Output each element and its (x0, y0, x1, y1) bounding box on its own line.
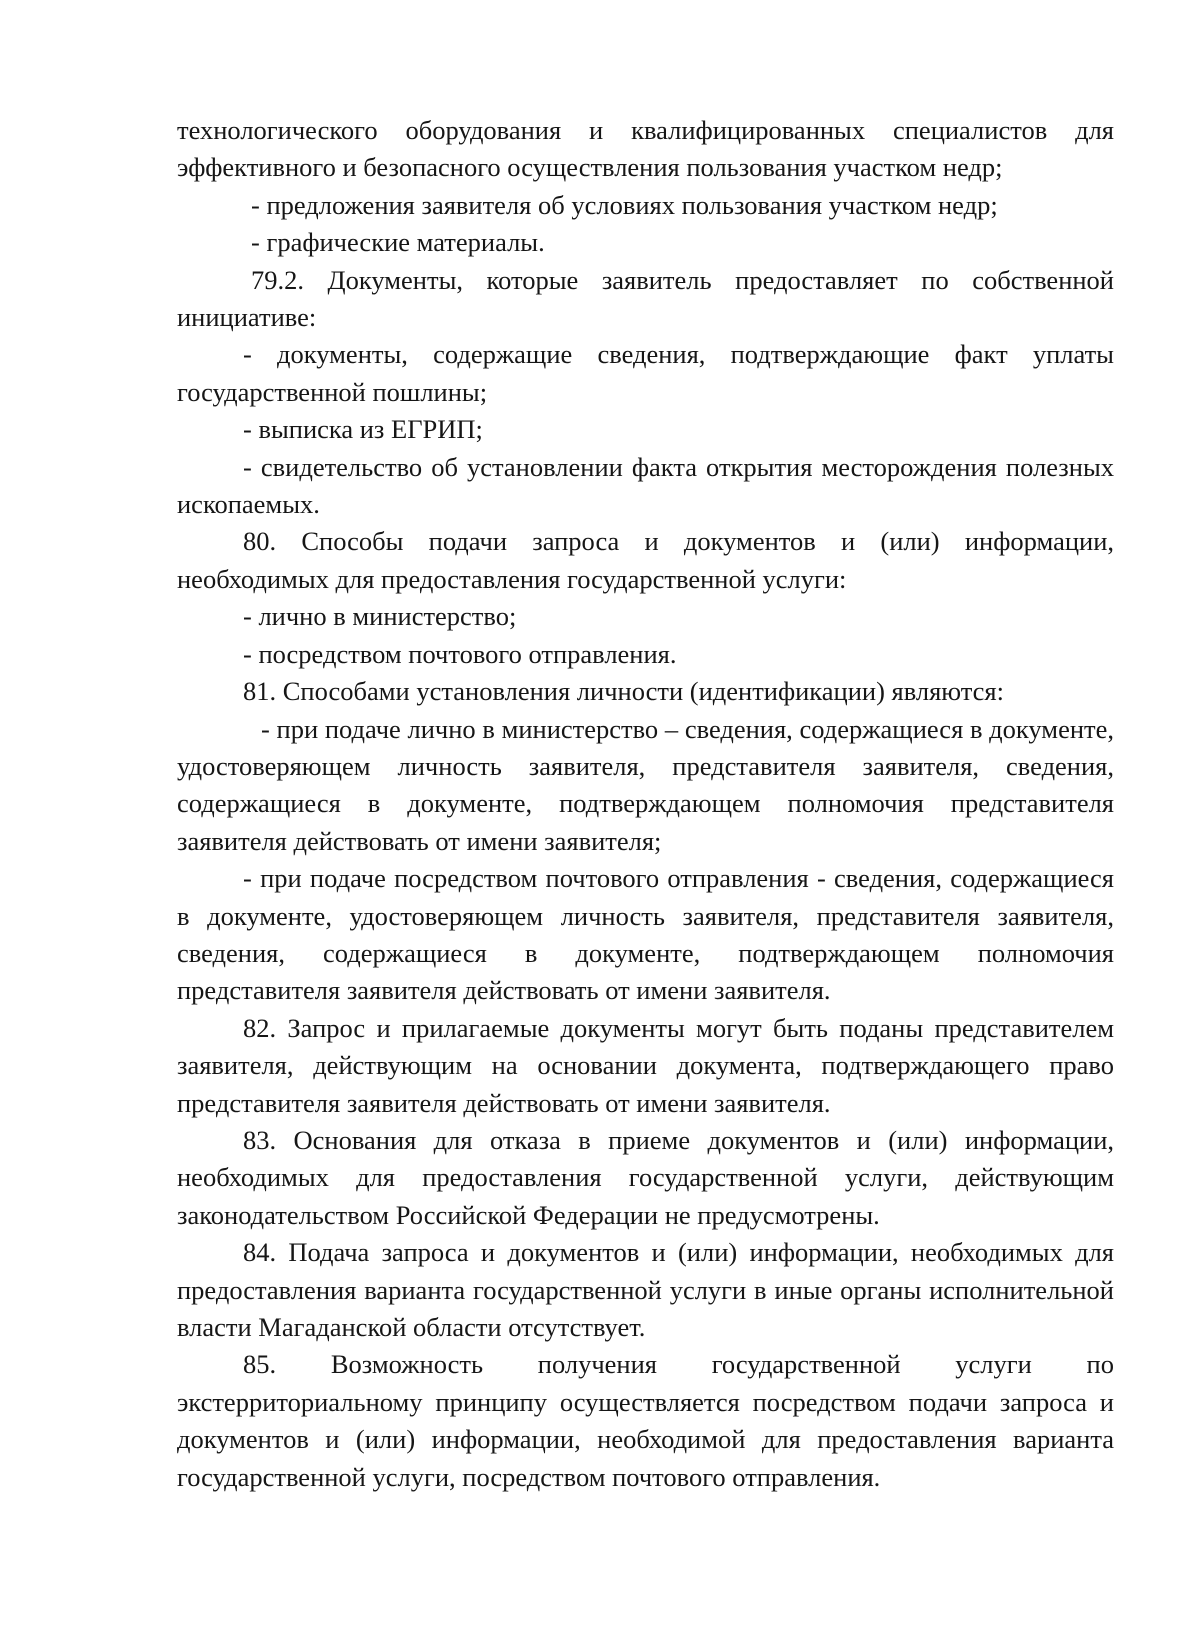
list-item-identity-by-mail: - при подаче посредством почтового отправления - сведения, содержащиеся в документе, удостоверяющем личность заявителя, представителя заявителя, сведения, содержащиеся в документе, подтверждающем полномочия представителя заявителя действовать от имени заявителя. (177, 863, 1114, 1006)
list-item-deposit-certificate: - свидетельство об установлении факта открытия месторождения полезных ископаемых. (177, 451, 1114, 520)
list-item-applicant-proposals: - предложения заявителя об условиях пользования участком недр; (251, 189, 998, 220)
list-item-identity-in-person: - при подаче лично в министерство – сведения, содержащиеся в документе, удостоверяющем личность заявителя, представителя заявителя, сведения, содержащиеся в документе, подтверждающем полномочия представителя заявителя действовать от имени заявителя; (177, 713, 1114, 856)
list-item-state-duty: - документы, содержащие сведения, подтверждающие факт уплаты государственной пошлины; (177, 339, 1114, 407)
paragraph-83: 83. Основания для отказа в приеме документов и (или) информации, необходимых для предоставления государственной услуги, действующим законодательством Российской Федерации не предусмотрены. (177, 1124, 1114, 1230)
paragraph-84: 84. Подача запроса и документов и (или) информации, необходимых для предоставления варианта государственной услуги в иные органы исполнительной власти Магаданской области отсутствует. (177, 1237, 1114, 1342)
paragraph-79-2: 79.2. Документы, которые заявитель предоставляет по собственной инициативе: (177, 264, 1114, 333)
paragraph-80: 80. Способы подачи запроса и документов и (или) информации, необходимых для предоставления государственной услуги: (177, 526, 1114, 594)
paragraph-continuation: технологического оборудования и квалифицированных специалистов для эффективного и безопасного осуществления пользования участком недр; (177, 115, 1114, 183)
paragraph-81: 81. Способами установления личности (идентификации) являются: (243, 676, 1004, 707)
document-body (177, 112, 1114, 1496)
list-item-by-mail: - посредством почтового отправления. (243, 638, 677, 669)
paragraph-85: 85. Возможность получения государственной услуги по экстерриториальному принципу осуществляется посредством подачи запроса и документов и (или) информации, необходимой для предоставления варианта государственной услуги, посредством почтового отправления. (177, 1349, 1114, 1492)
list-item-graphic-materials: - графические материалы. (251, 227, 545, 258)
list-item-egrip-extract: - выписка из ЕГРИП; (243, 414, 483, 445)
list-item-in-person: - лично в министерство; (243, 601, 517, 632)
paragraph-82: 82. Запрос и прилагаемые документы могут быть поданы представителем заявителя, действующим на основании документа, подтверждающего право представителя заявителя действовать от имени заявителя. (177, 1012, 1114, 1118)
